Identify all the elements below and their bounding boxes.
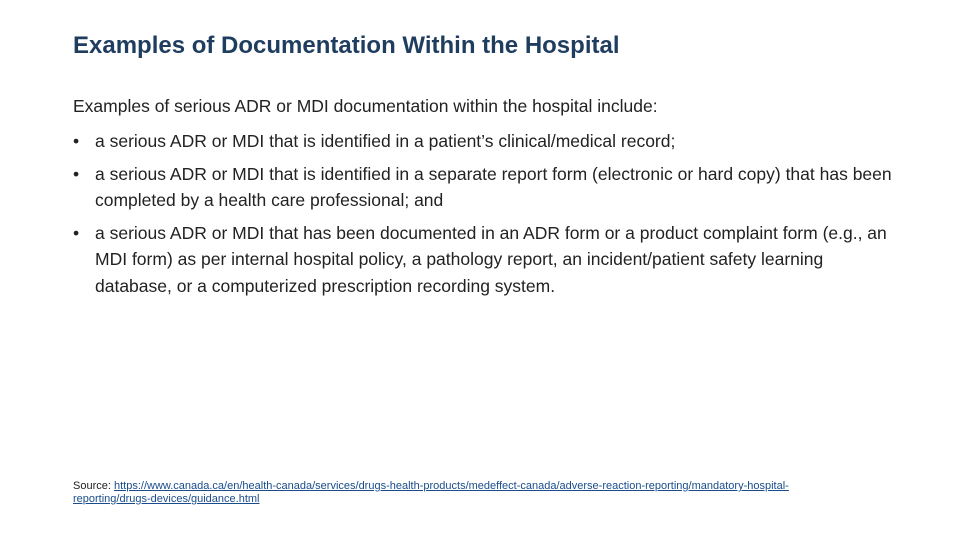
intro-text: Examples of serious ADR or MDI documentation within the hospital include: xyxy=(73,96,658,116)
bullet-icon: • xyxy=(73,163,80,184)
bullet-text: a serious ADR or MDI that has been documented in an ADR form or a product complaint form (e.g., an MDI form) as per internal hospital policy, a pathology report, an incident/patient safety learning database, or a computerized prescription recording system. xyxy=(95,222,887,296)
source-label: Source: xyxy=(73,480,111,492)
bullet-icon: • xyxy=(73,222,80,243)
source-link[interactable]: https://www.canada.ca/en/health-canada/services/drugs-health-products/medeffect-canada/adverse-reaction-reporting/mandatory-hospital-reporting/drugs-devices/guidance.html xyxy=(73,480,789,505)
bullet-icon: • xyxy=(73,131,80,151)
bullet-item xyxy=(73,220,893,300)
source-note xyxy=(73,480,833,506)
bullet-item xyxy=(73,128,893,155)
bullet-text: a serious ADR or MDI that is identified in a patient’s clinical/medical record; xyxy=(95,131,676,151)
bullet-text: a serious ADR or MDI that is identified in a separate report form (electronic or hard copy) that has been completed by a health care professional; and xyxy=(95,163,892,210)
slide-title: Examples of Documentation Within the Hospital xyxy=(73,32,620,59)
bullet-list xyxy=(73,128,893,305)
bullet-item xyxy=(73,161,893,214)
